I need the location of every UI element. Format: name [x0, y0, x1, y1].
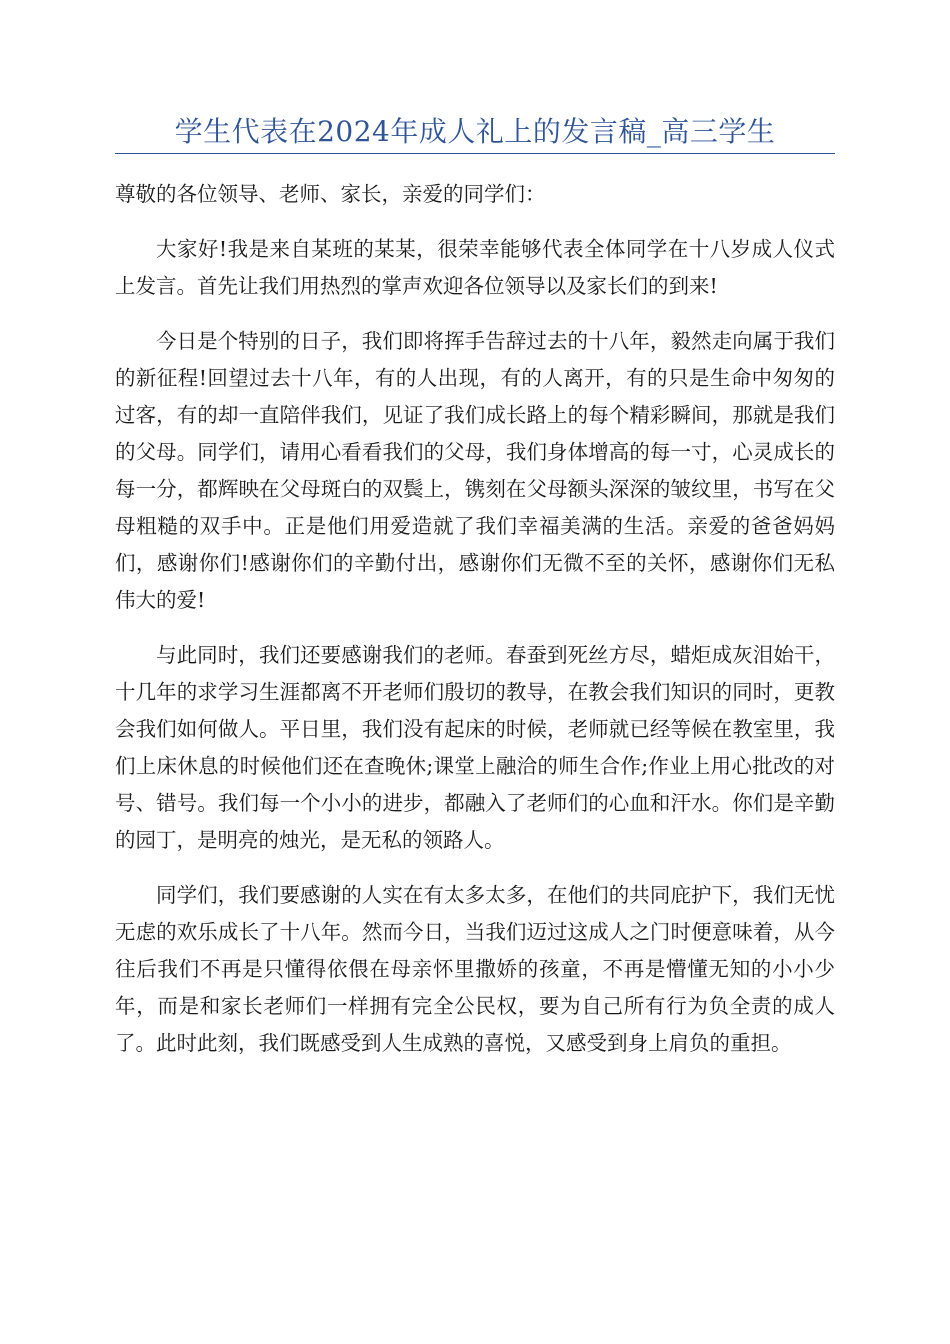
document-title: 学生代表在2024年成人礼上的发言稿_高三学生: [174, 115, 776, 148]
paragraph-parents: 今日是个特别的日子，我们即将挥手告辞过去的十八年，毅然走向属于我们的新征程!回望过去十八年，有的人出现，有的人离开，有的只是生命中匆匆的过客，有的却一直陪伴我们，见证了我们成长路上的每个精彩瞬间，那就是我们的父母。同学们，请用心看看我们的父母，我们身体增高的每一寸，心灵成长的每一分，都辉映在父母斑白的双鬓上，镌刻在父母额头深深的皱纹里，书写在父母粗糙的双手中。正是他们用爱造就了我们幸福美满的生活。亲爱的爸爸妈妈们，感谢你们!感谢你们的辛勤付出，感谢你们无微不至的关怀，感谢你们无私伟大的爱!: [115, 329, 835, 612]
paragraph-growth: 同学们，我们要感谢的人实在有太多太多，在他们的共同庇护下，我们无忧无虑的欢乐成长了十八年。然而今日，当我们迈过这成人之门时便意味着，从今往后我们不再是只懂得依偎在母亲怀里撒娇的孩童，不再是懵懂无知的小小少年，而是和家长老师们一样拥有完全公民权，要为自己所有行为负全责的成人了。此时此刻，我们既感受到人生成熟的喜悦，又感受到身上肩负的重担。: [115, 883, 835, 1055]
title-underline: [115, 153, 835, 154]
salutation: 尊敬的各位领导、老师、家长，亲爱的同学们：: [115, 182, 546, 206]
paragraph-teachers: 与此同时，我们还要感谢我们的老师。春蚕到死丝方尽，蜡炬成灰泪始干，十几年的求学习生涯都离不开老师们殷切的教导，在教会我们知识的同时，更教会我们如何做人。平日里，我们没有起床的时候，老师就已经等候在教室里，我们上床休息的时候他们还在查晚休;课堂上融洽的师生合作;作业上用心批改的对号、错号。我们每一个小小的进步，都融入了老师们的心血和汗水。你们是辛勤的园丁，是明亮的烛光，是无私的领路人。: [115, 643, 835, 852]
document-body: [115, 176, 835, 1080]
paragraph-greeting: 大家好!我是来自某班的某某，很荣幸能够代表全体同学在十八岁成人仪式上发言。首先让我们用热烈的掌声欢迎各位领导以及家长们的到来!: [115, 237, 835, 298]
